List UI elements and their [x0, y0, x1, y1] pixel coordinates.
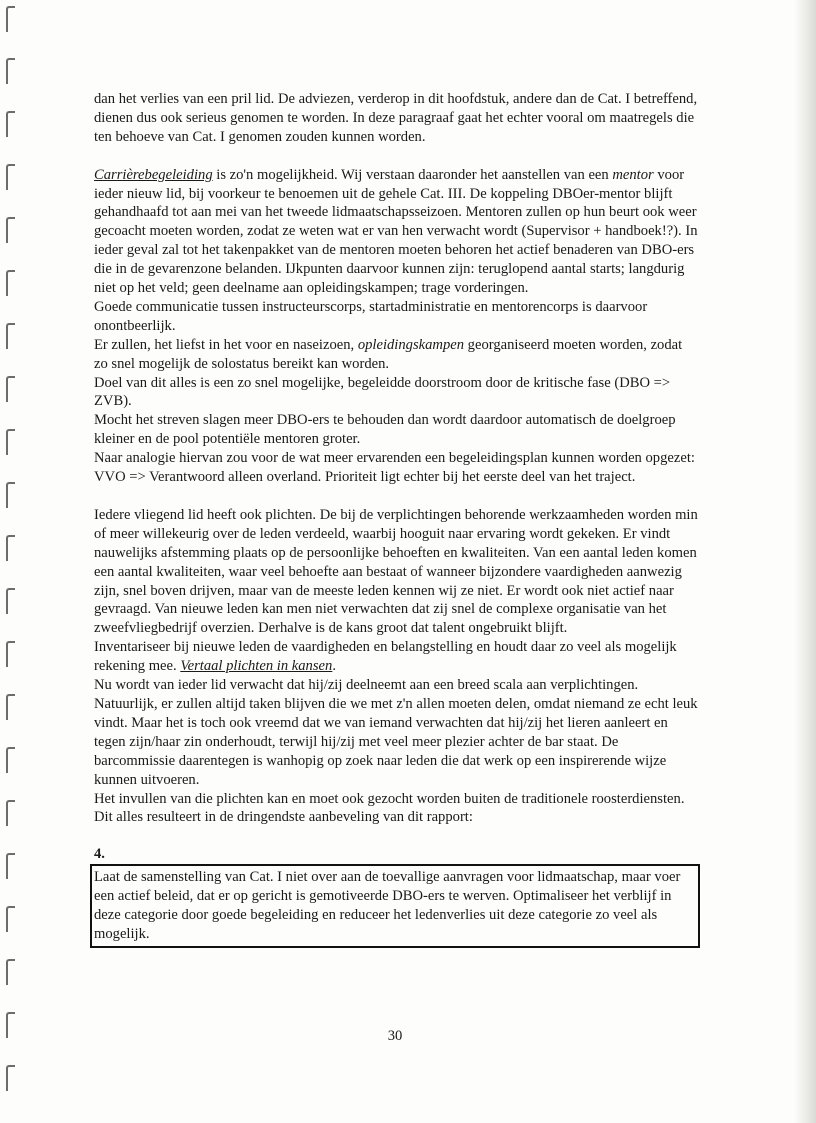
- punch-hole: [6, 164, 15, 190]
- career-paragraph-6: Naar analogie hiervan zou voor de wat meer ervarenden een begeleidingsplan kunnen worden opgezet: VVO => Verantwoord alleen overland. Prioriteit ligt echter bij het eerste deel van het traject.: [94, 450, 695, 486]
- duties-paragraph-1: Iedere vliegend lid heeft ook plichten. De bij de verplichtingen behorende werkzaamheden worden min of meer willekeurig over de leden verdeeld, waarbij hooguit naar ervaring wordt gekeken. Er vindt nauwelijks afstemming plaats op de persoonlijke behoeften en kwaliteiten. Van een aantal leden komen een aantal kwaliteiten, waar veel behoefte aan bestaat of wanneer bijzondere vaardigheden aanwezig zijn, snel boven drijven, maar van de meeste leden kennen wij ze niet. Er wordt ook niet actief naar gevraagd. Van nieuwe leden kan men niet verwachten dat zij snel de complexe organisatie van het zweefvliegbedrijf overzien. Derhalve is de kans groot dat talent ongebruikt blijft.: [94, 506, 698, 637]
- punch-hole: [6, 959, 15, 985]
- training-camps-term: opleidingskampen: [357, 336, 465, 353]
- page-number: 30: [387, 1028, 403, 1044]
- punch-hole: [6, 853, 15, 879]
- punch-hole: [6, 270, 15, 296]
- career-paragraph-2: Goede communicatie tussen instructeurscorps, startadministratie en mentorencorps is daarvoor onontbeerlijk.: [94, 298, 648, 334]
- career-term: Carrièrebegeleiding: [94, 166, 213, 183]
- document-body: [94, 90, 699, 948]
- duties-paragraph-2: Inventariseer bij nieuwe leden de vaardigheden en belangstelling en houdt daar zo veel als mogelijk rekening mee. Vertaal plichten in kansen.: [94, 639, 677, 675]
- punch-hole: [6, 747, 15, 773]
- duties-paragraph-3: Nu wordt van ieder lid verwacht dat hij/zij deelneemt aan een breed scala aan verplichtingen. Natuurlijk, er zullen altijd taken blijven die we met z'n allen moeten delen, omdat niemand ze echt leuk vindt. Maar het is toch ook vreemd dat we van iemand verwachten dat hij/zij het lieren aanleert en tegen zijn/haar zin onderhoudt, terwijl hij/zij met veel meer plezier achter de bar staat. De barcommissie daarentegen is wanhopig op zoek naar leden die dat werk op een inspirerende wijze kunnen uitvoeren.: [94, 677, 698, 788]
- punch-hole: [6, 641, 15, 667]
- punch-hole: [6, 482, 15, 508]
- recommendation-box: [90, 864, 700, 948]
- punch-hole: [6, 58, 15, 84]
- career-paragraph-1: Carrièrebegeleiding is zo'n mogelijkheid. Wij verstaan daaronder het aanstellen van een mentor voor ieder nieuw lid, bij voorkeur te benoemen uit de gehele Cat. III. De koppeling DBOer-mentor blijft gehandhaafd tot aan mei van het tweede lidmaatschapsseizoen. Mentoren zullen op hun beurt ook weer gecoacht moeten worden, zodat ze weten wat er van hen verwacht wordt (Supervisor + handboek!?). In ieder geval zal tot het takenpakket van de mentoren moeten behoren het actief benaderen van DBO-ers die in de gevarenzone belanden. IJkpunten daarvoor kunnen zijn: teruglopend aantal starts; langdurig niet op het veld; geen deelname aan opleidingskampen; trage vorderingen.: [94, 166, 698, 297]
- punch-hole: [6, 323, 15, 349]
- punch-hole: [6, 694, 15, 720]
- punch-hole: [6, 800, 15, 826]
- punch-hole: [6, 6, 15, 32]
- punch-hole: [6, 535, 15, 561]
- recommendation-text: Laat de samenstelling van Cat. I niet over aan de toevallige aanvragen voor lidmaatschap, maar voer een actief beleid, dat er op gericht is gemotiveerde DBO-ers te werven. Optimaliseer het verblijf in deze categorie door goede begeleiding en reduceer het ledenverlies uit deze categorie zo veel als mogelijk.: [94, 869, 681, 942]
- career-paragraph-3: Er zullen, het liefst in het voor en naseizoen, opleidingskampen georganiseerd moeten worden, zodat zo snel mogelijk de solostatus bereikt kan worden.: [94, 336, 683, 372]
- duties-section: [94, 506, 699, 827]
- mentor-term: mentor: [612, 166, 654, 183]
- opening-paragraph: dan het verlies van een pril lid. De adviezen, verderop in dit hoofdstuk, andere dan de Cat. I betreffend, dienen dus ook serieus genomen te worden. In deze paragraaf gaat het echter vooral om maatregels die ten behoeve van Cat. I genomen zouden kunnen worden.: [94, 91, 698, 145]
- punch-hole: [6, 111, 15, 137]
- career-paragraph-5: Mocht het streven slagen meer DBO-ers te behouden dan wordt daardoor automatisch de doelgroep kleiner en de pool potentiële mentoren groter.: [94, 412, 676, 448]
- duties-emphasis: Vertaal plichten in kansen: [180, 658, 333, 675]
- duties-paragraph-4: Het invullen van die plichten kan en moet ook gezocht worden buiten de traditionele roosterdiensten.: [94, 790, 685, 807]
- page-edge-shadow: [794, 0, 816, 1123]
- punch-hole: [6, 1065, 15, 1091]
- punch-hole: [6, 906, 15, 932]
- career-guidance-section: [94, 166, 699, 487]
- punch-holes: [0, 0, 20, 1123]
- duties-paragraph-5: Dit alles resulteert in de dringendste aanbeveling van dit rapport:: [94, 809, 473, 826]
- punch-hole: [6, 376, 15, 402]
- punch-hole: [6, 217, 15, 243]
- punch-hole: [6, 588, 15, 614]
- career-paragraph-4: Doel van dit alles is een zo snel mogelijke, begeleidde doorstroom door de kritische fase (DBO => ZVB).: [94, 374, 671, 410]
- recommendation-number: 4.: [94, 846, 105, 863]
- punch-hole: [6, 429, 15, 455]
